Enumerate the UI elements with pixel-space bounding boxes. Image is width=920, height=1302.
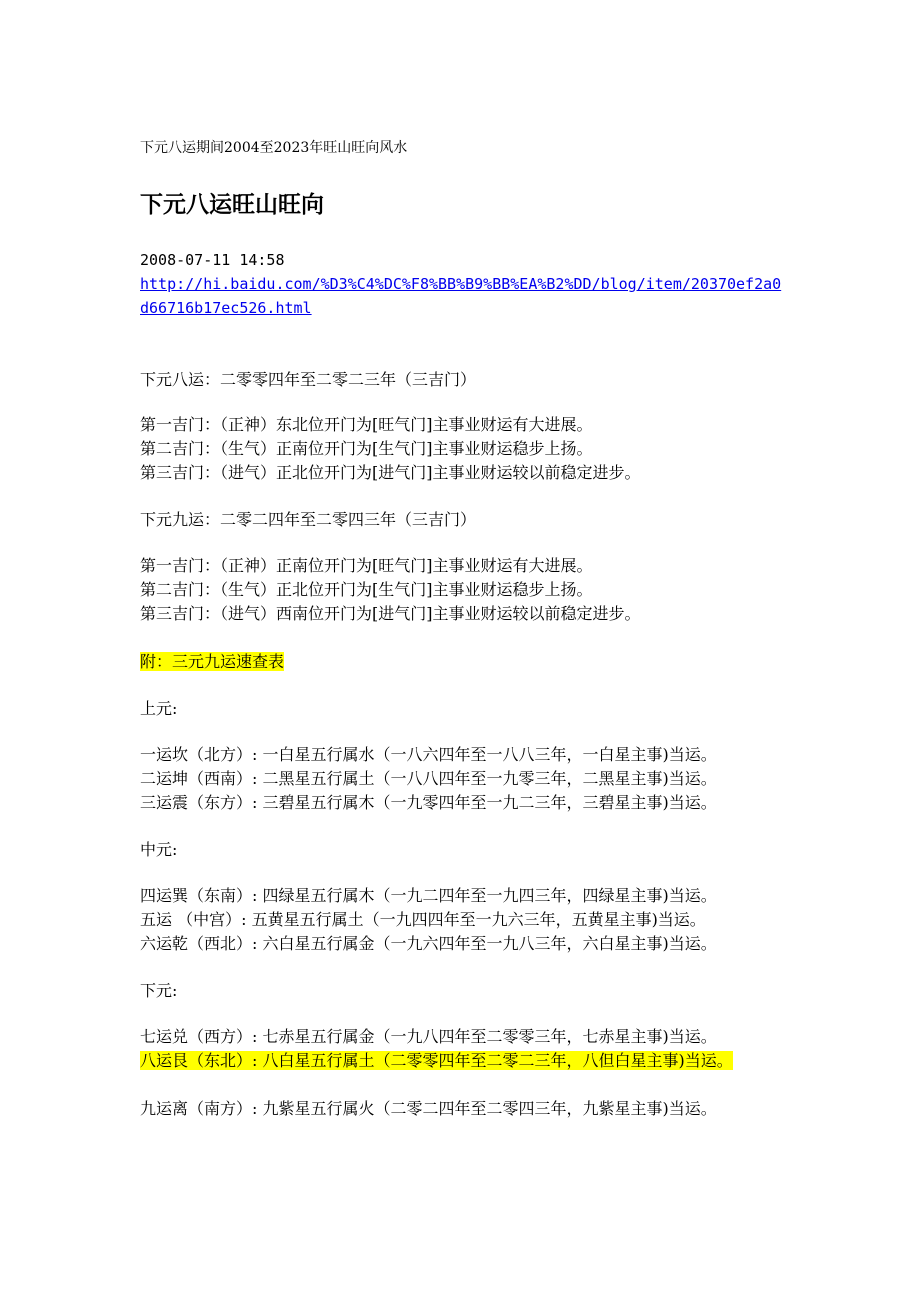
appendix-heading — [140, 650, 790, 674]
upper-line-1: 一运坎（北方）: 一白星五行属水（一八六四年至一八八三年，一白星主事)当运。 — [140, 745, 717, 764]
upper-line-2: 二运坤（西南）: 二黑星五行属土（一八八四年至一九零三年，二黑星主事)当运。 — [140, 769, 717, 788]
section8-line-2: 第二吉门：（生气）正南位开门为[生气门]主事业财运稳步上扬。 — [140, 439, 593, 458]
lower-line-8 — [140, 1049, 790, 1073]
lower-line-9: 九运离（南方）: 九紫星五行属火（二零二四年至二零四三年，九紫星主事)当运。 — [140, 1099, 717, 1118]
page-title: 下元八运旺山旺向 — [140, 192, 324, 218]
lower-label: 下元: — [140, 981, 178, 1000]
section9-line-1: 第一吉门：（正神）正南位开门为[旺气门]主事业财运有大进展。 — [140, 556, 593, 575]
middle-label: 中元: — [140, 840, 178, 859]
source-link-wrap — [140, 272, 790, 320]
upper-label: 上元: — [140, 699, 178, 718]
header-line: 下元八运期间2004至2023年旺山旺向风水 — [140, 140, 408, 156]
section9-line-3: 第三吉门：（进气）西南位开门为[进气门]主事业财运较以前稳定进步。 — [140, 604, 641, 623]
post-date: 2008-07-11 14:58 — [140, 251, 285, 269]
section9-heading: 下元九运：二零二四年至二零四三年（三吉门） — [140, 510, 477, 529]
lower-line-7: 七运兑（西方）: 七赤星五行属金（一九八四年至二零零三年，七赤星主事)当运。 — [140, 1027, 717, 1046]
section9-line-2: 第二吉门：（生气）正北位开门为[生气门]主事业财运稳步上扬。 — [140, 580, 593, 599]
middle-line-2: 五运 （中宫）: 五黄星五行属土（一九四四年至一九六三年，五黄星主事)当运。 — [140, 910, 706, 929]
section8-line-1: 第一吉门：（正神）东北位开门为[旺气门]主事业财运有大进展。 — [140, 415, 593, 434]
section8-heading: 下元八运：二零零四年至二零二三年（三吉门） — [140, 370, 477, 389]
lower-line-8-highlight: 八运艮（东北）: 八白星五行属土（二零零四年至二零二三年，八但白星主事)当运。 — [140, 1051, 733, 1070]
source-link[interactable]: http://hi.baidu.com/%D3%C4%DC%F8%BB%B9%BB%EA%B2%DD/blog/item/20370ef2a0d66716b17ec526.html — [140, 275, 782, 317]
middle-line-3: 六运乾（西北）: 六白星五行属金（一九六四年至一九八三年，六白星主事)当运。 — [140, 934, 717, 953]
section8-line-3: 第三吉门：（进气）正北位开门为[进气门]主事业财运较以前稳定进步。 — [140, 463, 641, 482]
middle-line-1: 四运巽（东南）: 四绿星五行属木（一九二四年至一九四三年，四绿星主事)当运。 — [140, 886, 717, 905]
appendix-highlight: 附：三元九运速查表 — [140, 652, 285, 671]
upper-line-3: 三运震（东方）: 三碧星五行属木（一九零四年至一九二三年，三碧星主事)当运。 — [140, 793, 717, 812]
